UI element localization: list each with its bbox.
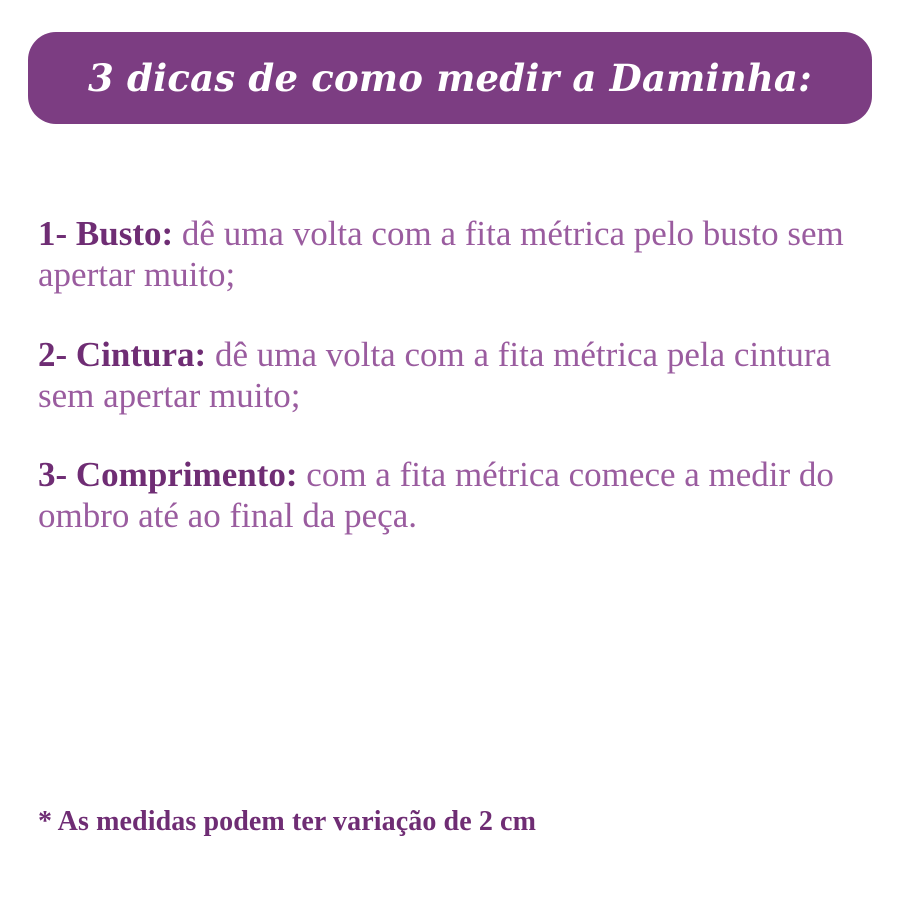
footnote: * As medidas podem ter variação de 2 cm <box>38 806 537 837</box>
tips-list <box>38 178 868 575</box>
header-banner <box>28 32 872 124</box>
tip-label: 2- Cintura: <box>38 334 207 374</box>
list-item <box>38 334 868 417</box>
tip-text: dê uma volta com a fita métrica pela cintura sem apertar muito; <box>38 334 832 415</box>
tip-text: com a fita métrica comece a medir do ombro até ao final da peça. <box>38 455 834 536</box>
tip-label: 3- Comprimento: <box>38 455 298 495</box>
list-item <box>38 454 868 537</box>
page-title: 3 dicas de como medir a Daminha: <box>88 56 812 100</box>
list-item <box>38 213 868 296</box>
tip-text: dê uma volta com a fita métrica pelo busto sem apertar muito; <box>38 214 844 295</box>
tip-label: 1- Busto: <box>38 214 174 253</box>
